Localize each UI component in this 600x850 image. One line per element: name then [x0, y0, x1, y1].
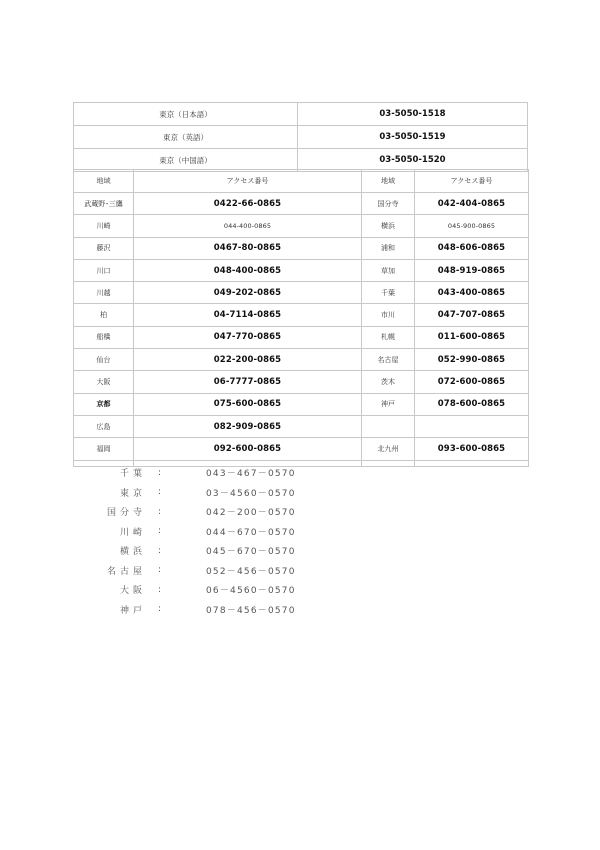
city-name: 千葉 — [119, 469, 146, 480]
list-item — [100, 580, 400, 600]
phone-number: 042－200－0570 — [206, 508, 296, 519]
phone-number: 044－670－0570 — [206, 527, 296, 538]
table-row — [74, 393, 529, 415]
separator: : — [158, 565, 162, 576]
table-row — [74, 103, 528, 126]
city-name: 東京 — [119, 488, 146, 499]
access-number-cell: 072-600-0865 — [415, 371, 529, 393]
city-name: 川崎 — [119, 527, 146, 538]
region-cell: 国分寺 — [362, 193, 415, 215]
region-cell: 札幌 — [362, 326, 415, 348]
language-phone-table — [73, 102, 528, 172]
language-phone: 03-5050-1519 — [298, 126, 528, 149]
region-cell: 武蔵野･三鷹 — [74, 193, 134, 215]
list-item — [100, 600, 400, 620]
access-number-cell: 047-707-0865 — [415, 304, 529, 326]
access-number-cell: 045-900-0865 — [415, 215, 529, 237]
separator: : — [158, 545, 162, 556]
access-number-cell: 093-600-0865 — [415, 438, 529, 460]
access-number-cell: 011-600-0865 — [415, 326, 529, 348]
table-header-row — [74, 170, 529, 193]
region-cell: 茨木 — [362, 371, 415, 393]
region-cell: 横浜 — [362, 215, 415, 237]
list-item — [100, 561, 400, 581]
access-number-cell: 04-7114-0865 — [134, 304, 362, 326]
language-label: 東京（中国語） — [74, 149, 298, 172]
language-label: 東京（英語） — [74, 126, 298, 149]
region-cell: 北九州 — [362, 438, 415, 460]
header-region-right: 地域 — [362, 170, 415, 193]
access-number-cell: 049-202-0865 — [134, 282, 362, 304]
separator: : — [158, 604, 162, 615]
table-row — [74, 371, 529, 393]
city-name: 大阪 — [119, 586, 146, 597]
region-cell: 福岡 — [74, 438, 134, 460]
table-row — [74, 215, 529, 237]
region-cell — [362, 415, 415, 437]
separator: : — [158, 506, 162, 517]
region-cell: 川崎 — [74, 215, 134, 237]
access-number-table — [73, 169, 529, 467]
access-number-cell: 047-770-0865 — [134, 326, 362, 348]
phone-number: 043－467－0570 — [206, 469, 296, 480]
region-cell: 川越 — [74, 282, 134, 304]
region-cell: 藤沢 — [74, 237, 134, 259]
access-number-cell: 042-404-0865 — [415, 193, 529, 215]
region-cell: 仙台 — [74, 349, 134, 371]
city-name: 名古屋 — [106, 566, 146, 577]
list-item — [100, 522, 400, 542]
region-cell: 柏 — [74, 304, 134, 326]
header-number-right: アクセス番号 — [415, 170, 529, 193]
table-row — [74, 326, 529, 348]
access-number-cell: 022-200-0865 — [134, 349, 362, 371]
separator: : — [158, 584, 162, 595]
access-number-cell: 0467-80-0865 — [134, 237, 362, 259]
separator: : — [158, 487, 162, 498]
separator: : — [158, 526, 162, 537]
access-number-cell: 075-600-0865 — [134, 393, 362, 415]
access-number-cell: 082-909-0865 — [134, 415, 362, 437]
region-cell: 川口 — [74, 259, 134, 281]
header-number-left: アクセス番号 — [134, 170, 362, 193]
region-cell: 京都 — [74, 393, 134, 415]
empty-cell — [415, 460, 529, 466]
phone-number: 052－456－0570 — [206, 566, 296, 577]
table-row — [74, 415, 529, 437]
region-cell: 浦和 — [362, 237, 415, 259]
city-name: 神戸 — [119, 605, 146, 616]
region-cell: 神戸 — [362, 393, 415, 415]
language-phone: 03-5050-1518 — [298, 103, 528, 126]
region-cell: 名古屋 — [362, 349, 415, 371]
list-item — [100, 463, 400, 483]
table-row — [74, 259, 529, 281]
access-number-cell: 048-400-0865 — [134, 259, 362, 281]
table-row — [74, 349, 529, 371]
table-row — [74, 237, 529, 259]
city-name: 国分寺 — [106, 508, 146, 519]
table-row — [74, 126, 528, 149]
region-cell: 船橋 — [74, 326, 134, 348]
access-number-cell: 048-919-0865 — [415, 259, 529, 281]
phone-number: 06－4560－0570 — [206, 586, 296, 597]
access-number-cell: 0422-66-0865 — [134, 193, 362, 215]
table-row — [74, 438, 529, 460]
separator: : — [158, 467, 162, 478]
phone-number: 03－4560－0570 — [206, 488, 296, 499]
region-cell: 大阪 — [74, 371, 134, 393]
table-row — [74, 304, 529, 326]
access-number-cell — [415, 415, 529, 437]
local-number-list — [100, 463, 400, 619]
access-number-cell: 048-606-0865 — [415, 237, 529, 259]
city-name: 横浜 — [119, 547, 146, 558]
access-number-cell: 092-600-0865 — [134, 438, 362, 460]
region-cell: 広島 — [74, 415, 134, 437]
table-row — [74, 282, 529, 304]
language-phone: 03-5050-1520 — [298, 149, 528, 172]
table-row — [74, 193, 529, 215]
list-item — [100, 483, 400, 503]
list-item — [100, 502, 400, 522]
header-region-left: 地域 — [74, 170, 134, 193]
region-cell: 千葉 — [362, 282, 415, 304]
region-cell: 草加 — [362, 259, 415, 281]
access-number-cell: 06-7777-0865 — [134, 371, 362, 393]
region-cell: 市川 — [362, 304, 415, 326]
language-label: 東京（日本語） — [74, 103, 298, 126]
access-number-cell: 043-400-0865 — [415, 282, 529, 304]
access-number-cell: 044-400-0865 — [134, 215, 362, 237]
access-number-cell: 078-600-0865 — [415, 393, 529, 415]
phone-number: 045－670－0570 — [206, 547, 296, 558]
phone-number: 078－456－0570 — [206, 605, 296, 616]
list-item — [100, 541, 400, 561]
access-number-cell: 052-990-0865 — [415, 349, 529, 371]
